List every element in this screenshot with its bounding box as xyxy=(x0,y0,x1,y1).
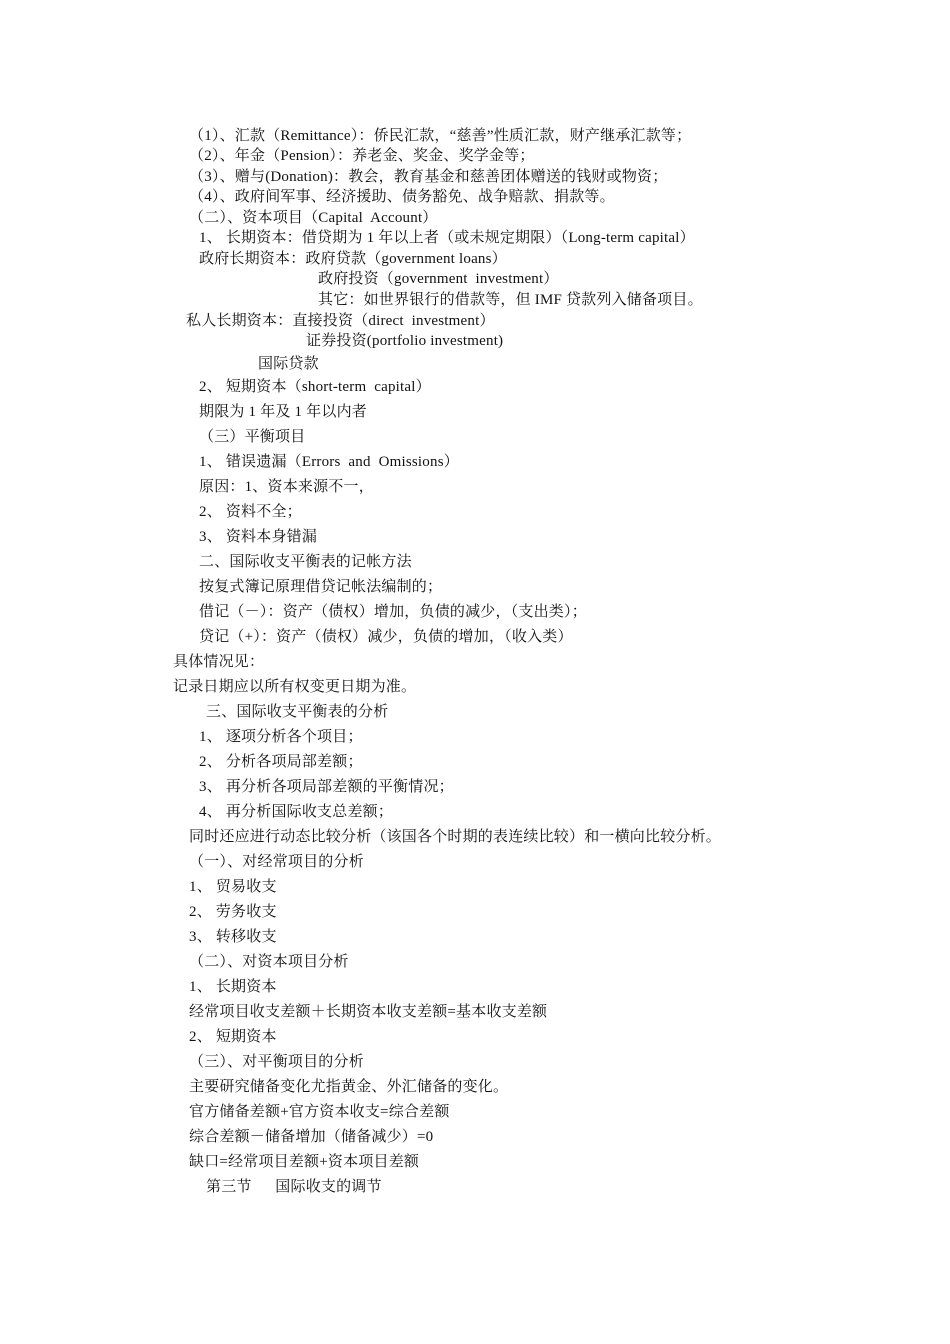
text-line: 记录日期应以所有权变更日期为准。 xyxy=(173,679,417,695)
text-line: 1、 贸易收支 xyxy=(189,879,277,895)
text-line: （4）、政府间军事、经济援助、债务豁免、战争赔款、捐款等。 xyxy=(189,189,615,205)
text-line: （3）、赠与(Donation)：教会，教育基金和慈善团体赠送的钱财或物资； xyxy=(189,169,668,185)
text-line: 2、 资料不全； xyxy=(199,504,302,520)
text-line: 期限为 1 年及 1 年以内者 xyxy=(199,404,368,420)
section-heading: （二）、资本项目（Capital Account） xyxy=(189,210,438,226)
text-line: 1、 长期资本：借贷期为 1 年以上者（或未规定期限）（Long-term capital） xyxy=(199,230,695,246)
text-line: 3、 资料本身错漏 xyxy=(199,529,318,545)
text-line: 政府长期资本：政府贷款（government loans） xyxy=(199,251,507,267)
text-line: 2、 分析各项局部差额； xyxy=(199,754,363,770)
text-line: 按复式簿记原理借贷记帐法编制的； xyxy=(199,579,443,595)
section-heading: （一）、对经常项目的分析 xyxy=(189,854,364,870)
text-line: 国际贷款 xyxy=(258,356,319,372)
section-heading: （二）、对资本项目分析 xyxy=(189,954,349,970)
text-line: 1、 错误遗漏（Errors and Omissions） xyxy=(199,454,459,470)
text-line: （2）、年金（Pension）：养老金、奖金、奖学金等； xyxy=(189,148,535,164)
section-heading: （三）、对平衡项目的分析 xyxy=(189,1054,364,1070)
text-line: 2、 短期资本（short-term capital） xyxy=(199,379,431,395)
section-heading: （三）平衡项目 xyxy=(199,429,306,445)
text-line: 3、 再分析各项局部差额的平衡情况； xyxy=(199,779,454,795)
text-line: 缺口=经常项目差额+资本项目差额 xyxy=(189,1154,420,1170)
text-line: 官方储备差额+官方资本收支=综合差额 xyxy=(189,1104,450,1120)
text-line: 2、 劳务收支 xyxy=(189,904,277,920)
text-line: 原因：1、资本来源不一， xyxy=(199,479,374,495)
text-line: 贷记（+）：资产（债权）减少，负债的增加，（收入类） xyxy=(199,629,573,645)
text-line: 经常项目收支差额＋长期资本收支差额=基本收支差额 xyxy=(189,1004,548,1020)
section-heading: 三、国际收支平衡表的分析 xyxy=(206,704,389,720)
text-line: 3、 转移收支 xyxy=(189,929,277,945)
text-line: 其它：如世界银行的借款等，但 IMF 贷款列入储备项目。 xyxy=(318,292,703,308)
section-heading: 第三节 国际收支的调节 xyxy=(206,1179,382,1195)
text-line: 1、 长期资本 xyxy=(189,979,277,995)
text-line: 主要研究储备变化尤指黄金、外汇储备的变化。 xyxy=(189,1079,509,1095)
text-line: 4、 再分析国际收支总差额； xyxy=(199,804,394,820)
text-line: （1）、汇款（Remittance）：侨民汇款，“慈善”性质汇款，财产继承汇款等； xyxy=(189,128,692,144)
text-line: 同时还应进行动态比较分析（该国各个时期的表连续比较）和一横向比较分析。 xyxy=(189,829,722,845)
text-line: 1、 逐项分析各个项目； xyxy=(199,729,363,745)
text-line: 综合差额－储备增加（储备减少）=0 xyxy=(189,1129,434,1145)
text-line: 具体情况见： xyxy=(173,654,265,670)
section-heading: 二、国际收支平衡表的记帐方法 xyxy=(199,554,412,570)
text-line: 私人长期资本：直接投资（direct investment） xyxy=(186,313,495,329)
text-line: 政府投资（government investment） xyxy=(318,271,559,287)
text-line: 借记（－）：资产（债权）增加，负债的减少，（支出类）； xyxy=(199,604,587,620)
text-line: 2、 短期资本 xyxy=(189,1029,277,1045)
text-line: 证券投资(portfolio investment) xyxy=(306,333,504,349)
